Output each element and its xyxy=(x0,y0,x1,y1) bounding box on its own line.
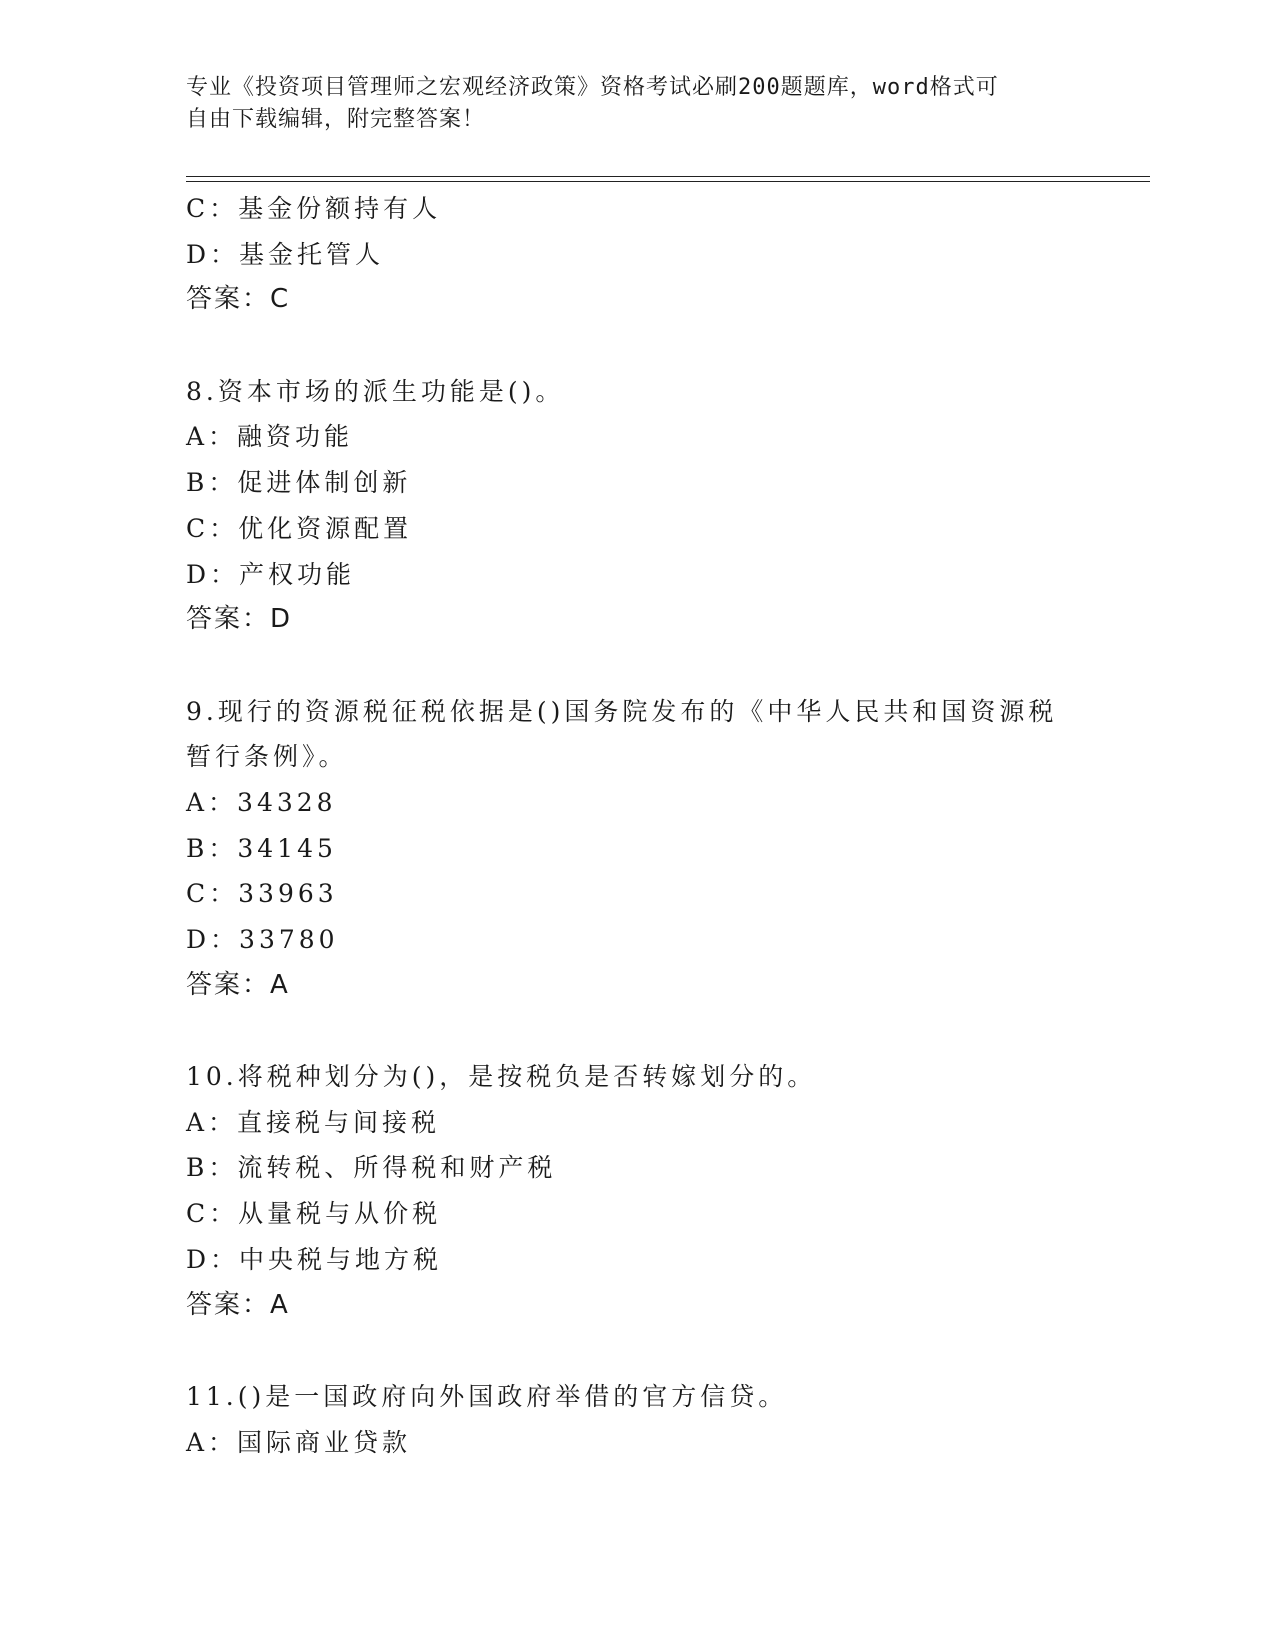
spacer xyxy=(186,643,1066,689)
option-d: D：33780 xyxy=(186,925,339,954)
question-block-9 xyxy=(186,689,1066,1009)
header-line-1: 专业《投资项目管理师之宏观经济政策》资格考试必刷200题题库，word格式可 xyxy=(186,75,999,100)
question-text-line-1: 9.现行的资源税征税依据是()国务院发布的《中华人民共和国资源税 xyxy=(186,696,1058,726)
question-list xyxy=(186,186,1066,1465)
question-block-11 xyxy=(186,1374,1066,1465)
document-header xyxy=(186,72,1066,136)
option-a: A：国际商业贷款 xyxy=(186,1427,412,1457)
option-c: C：33963 xyxy=(186,879,338,909)
header-divider xyxy=(186,176,1150,182)
option-a: A：直接税与间接税 xyxy=(186,1107,441,1137)
option-b: B：促进体制创新 xyxy=(186,468,412,498)
answer-line: 答案：D xyxy=(186,604,293,635)
question-block-10 xyxy=(186,1054,1066,1328)
option-c: C：基金份额持有人 xyxy=(186,194,442,223)
option-c: C：优化资源配置 xyxy=(186,513,413,543)
spacer xyxy=(186,1008,1066,1054)
spacer xyxy=(186,323,1066,369)
question-block-8 xyxy=(186,369,1066,643)
question-block-partial xyxy=(186,186,1066,323)
spacer xyxy=(186,1328,1066,1374)
header-line-2: 自由下载编辑，附完整答案！ xyxy=(186,107,486,132)
option-c: C：从量税与从价税 xyxy=(186,1199,442,1229)
question-text: 10.将税种划分为()，是按税负是否转嫁划分的。 xyxy=(186,1062,817,1092)
question-text: 11.()是一国政府向外国政府举借的官方信贷。 xyxy=(186,1381,788,1411)
answer-line: 答案：A xyxy=(186,969,290,1000)
option-a: A：34328 xyxy=(186,787,337,817)
option-d: D：中央税与地方税 xyxy=(186,1244,443,1274)
question-text: 8.资本市场的派生功能是()。 xyxy=(186,376,565,406)
answer-line: 答案：A xyxy=(186,1289,290,1320)
option-b: B：流转税、所得税和财产税 xyxy=(186,1153,557,1183)
option-a: A：融资功能 xyxy=(186,422,354,452)
answer-line: 答案：C xyxy=(186,284,291,315)
option-b: B：34145 xyxy=(186,833,337,863)
option-d: D：基金托管人 xyxy=(186,239,385,269)
question-text-line-2: 暂行条例》。 xyxy=(186,742,348,772)
option-d: D：产权功能 xyxy=(186,559,356,589)
